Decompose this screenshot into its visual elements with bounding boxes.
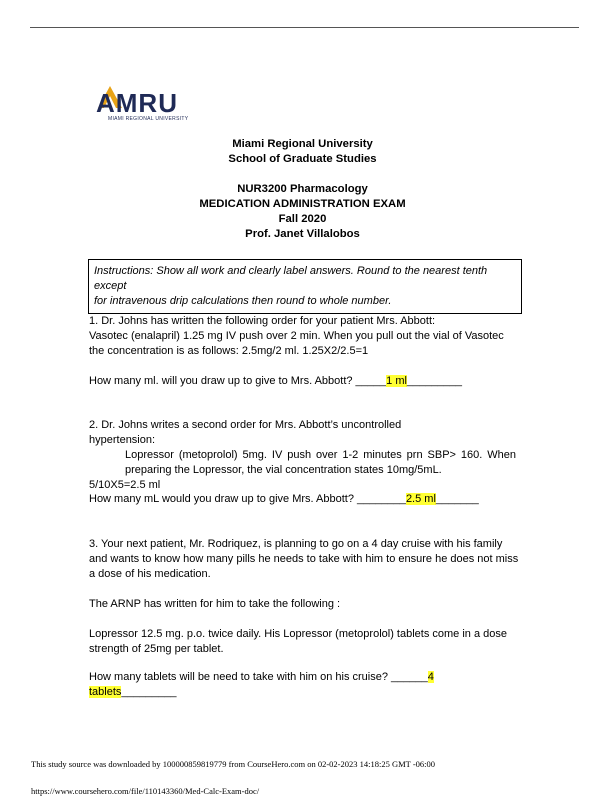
q2-work: 5/10X5=2.5 ml (89, 479, 161, 491)
q2-answer: 2.5 ml (405, 493, 436, 505)
q3-answer-line (89, 685, 176, 700)
q1-question-text: How many ml. will you draw up to give to Mrs. Abbott? _____ (89, 375, 387, 387)
school-name: School of Graduate Studies (228, 153, 377, 165)
q3-line-1: 3. Your next patient, Mr. Rodriquez, is planning to go on a 4 day cruise with his family (89, 538, 503, 550)
q2-line-3: Lopressor (metoprolol) 5mg. IV push over 1-2 minutes prn SBP> 160. When (125, 449, 516, 461)
course-title: NUR3200 Pharmacology (237, 183, 368, 195)
q3-answer-2: tablets (89, 686, 122, 698)
q3-question-text: How many tablets will be need to take with him on his cruise? ______ (89, 671, 428, 683)
q2-line-1: 2. Dr. Johns writes a second order for Mrs. Abbott’s uncontrolled (89, 419, 402, 431)
q1-question (89, 374, 462, 389)
q2-blank: _______ (435, 493, 479, 505)
q3-blank: _________ (121, 686, 177, 698)
source-url: https://www.coursehero.com/file/110143360/Med-Calc-Exam-doc/ (31, 786, 260, 796)
university-name: Miami Regional University (232, 138, 373, 150)
instructions-line-1: Instructions: Show all work and clearly label answers. Round to the nearest tenth except (94, 265, 488, 292)
q1-answer: 1 ml (386, 375, 407, 387)
q2-line-4: preparing the Lopressor, the vial concentration states 10mg/5mL. (125, 464, 442, 476)
q3-arnp: The ARNP has written for him to take the following : (89, 598, 341, 610)
professor: Prof. Janet Villalobos (245, 228, 360, 240)
logo-brand: AMRU (96, 88, 178, 118)
q3-question (89, 670, 434, 685)
q3-order-2: strength of 25mg per tablet. (89, 643, 224, 655)
q3-line-3: a dose of his medication. (89, 568, 211, 580)
q1-line-2: Vasotec (enalapril) 1.25 mg IV push over 2 min. When you pull out the vial of Vasotec (89, 330, 504, 342)
q2-line-2: hypertension: (89, 434, 156, 446)
q1-line-3: the concentration is as follows: 2.5mg/2 ml. 1.25X2/2.5=1 (89, 345, 369, 357)
top-rule (30, 27, 579, 28)
q1-blank: _________ (406, 375, 462, 387)
download-source-note: This study source was downloaded by 100000859819779 from CourseHero.com on 02-02-2023 14:18:25 GMT -06:00 (31, 759, 436, 769)
term: Fall 2020 (278, 213, 327, 225)
instructions-line-2: for intravenous drip calculations then round to whole number. (94, 295, 392, 307)
q3-order-1: Lopressor 12.5 mg. p.o. twice daily. His Lopressor (metoprolol) tablets come in a dose (89, 628, 507, 640)
q3-answer-1: 4 (427, 671, 434, 683)
q2-question (89, 492, 479, 507)
q2-question-text: How many mL would you draw up to give Mrs. Abbott? ________ (89, 493, 406, 505)
logo-tagline: MIAMI REGIONAL UNIVERSITY (108, 116, 189, 122)
q3-line-2: and wants to know how many pills he needs to take with him to ensure he does not miss (89, 553, 519, 565)
instructions-box (88, 259, 522, 314)
exam-title: MEDICATION ADMINISTRATION EXAM (199, 198, 406, 210)
q1-line-1: 1. Dr. Johns has written the following order for your patient Mrs. Abbott: (89, 315, 436, 327)
